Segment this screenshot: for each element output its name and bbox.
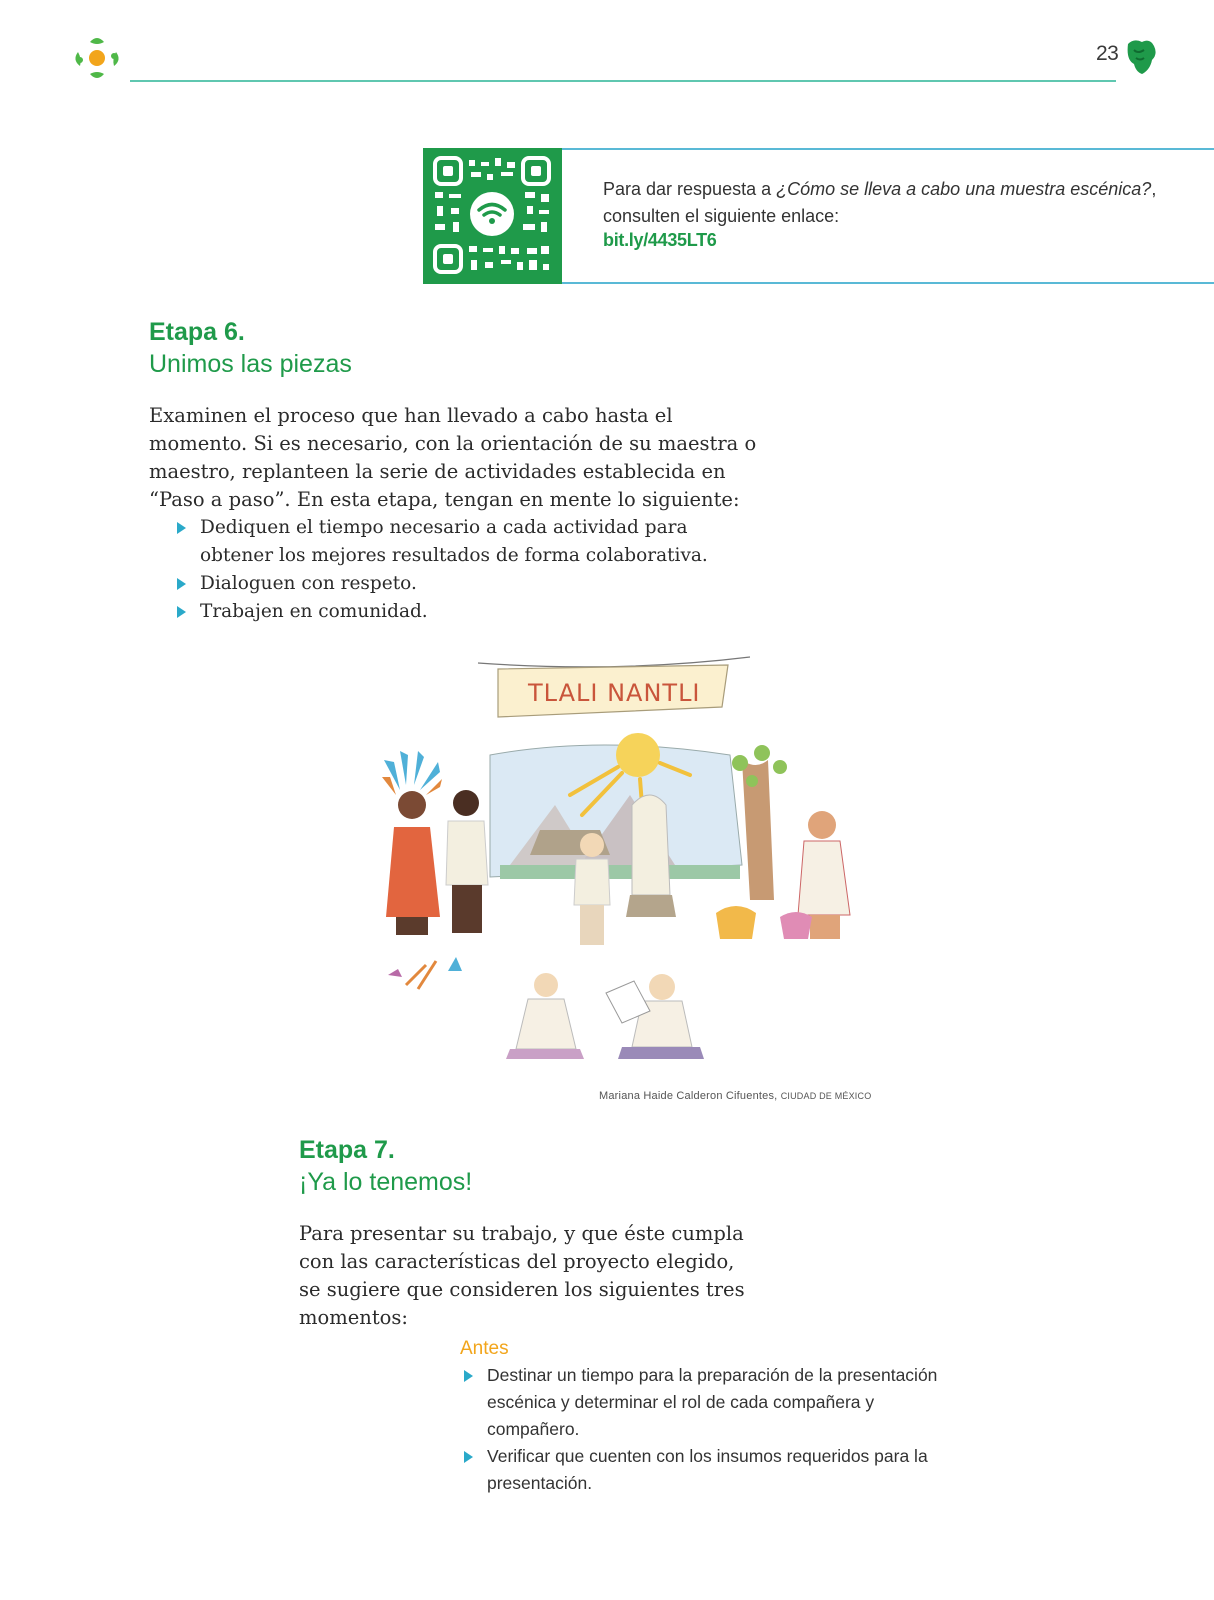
qr-code-icon <box>423 148 562 284</box>
qr-italic-question: ¿Cómo se lleva a cabo una muestra escénica? <box>776 179 1152 199</box>
qr-rule-top <box>562 148 1214 150</box>
stage6-bullet-list <box>175 514 735 626</box>
stage6-paragraph: Examinen el proceso que han llevado a cabo hasta el momento. Si es necesario, con la orientación de su maestra o maestro, replanteen la serie de actividades establecida en “Paso a paso”. En esta etapa, tengan en mente lo siguiente: <box>149 404 757 511</box>
illustration-caption: Mariana Haide Calderon Cifuentes, CIUDAD DE MÉXICO <box>599 1090 872 1102</box>
header-rule <box>130 80 1116 82</box>
stage7-subtitle: ¡Ya lo tenemos! <box>299 1168 473 1196</box>
stage7-paragraph: Para presentar su trabajo, y que éste cumpla con las características del proyecto elegido, se sugiere que consideren los siguientes tres momentos: <box>299 1222 745 1329</box>
qr-link[interactable]: bit.ly/4435LT6 <box>603 230 717 250</box>
qr-code-panel[interactable] <box>423 148 562 284</box>
green-glyph-icon <box>1124 38 1158 76</box>
list-item: Verificar que cuenten con los insumos requeridos para la presentación. <box>462 1443 952 1497</box>
list-item: Dediquen el tiempo necesario a cada actividad para obtener los mejores resultados de forma colaborativa. <box>175 514 735 570</box>
stage7-title: Etapa 7. <box>299 1136 395 1164</box>
community-flower-logo-icon <box>70 32 126 84</box>
bullet-triangle-icon <box>177 522 186 534</box>
bullet-triangle-icon <box>177 578 186 590</box>
qr-rule-bottom <box>562 282 1214 284</box>
antes-heading: Antes <box>460 1338 509 1359</box>
stage6-title: Etapa 6. <box>149 318 245 346</box>
bullet-triangle-icon <box>464 1370 473 1382</box>
stage6-subtitle: Unimos las piezas <box>149 350 352 378</box>
list-item: Trabajen en comunidad. <box>175 598 735 626</box>
banner-text: TLALI NANTLI <box>528 679 701 707</box>
list-item: Dialoguen con respeto. <box>175 570 735 598</box>
list-item: Destinar un tiempo para la preparación de la presentación escénica y determinar el rol de cada compañera y compañero. <box>462 1362 952 1443</box>
theater-illustration <box>370 655 870 1075</box>
bullet-triangle-icon <box>177 606 186 618</box>
bullet-triangle-icon <box>464 1451 473 1463</box>
page-number: 23 <box>1096 42 1119 65</box>
antes-bullet-list <box>462 1362 952 1497</box>
qr-instructions: Para dar respuesta a ¿Cómo se lleva a cabo una muestra escénica?, consulten el siguiente enlace: <box>603 179 1157 226</box>
